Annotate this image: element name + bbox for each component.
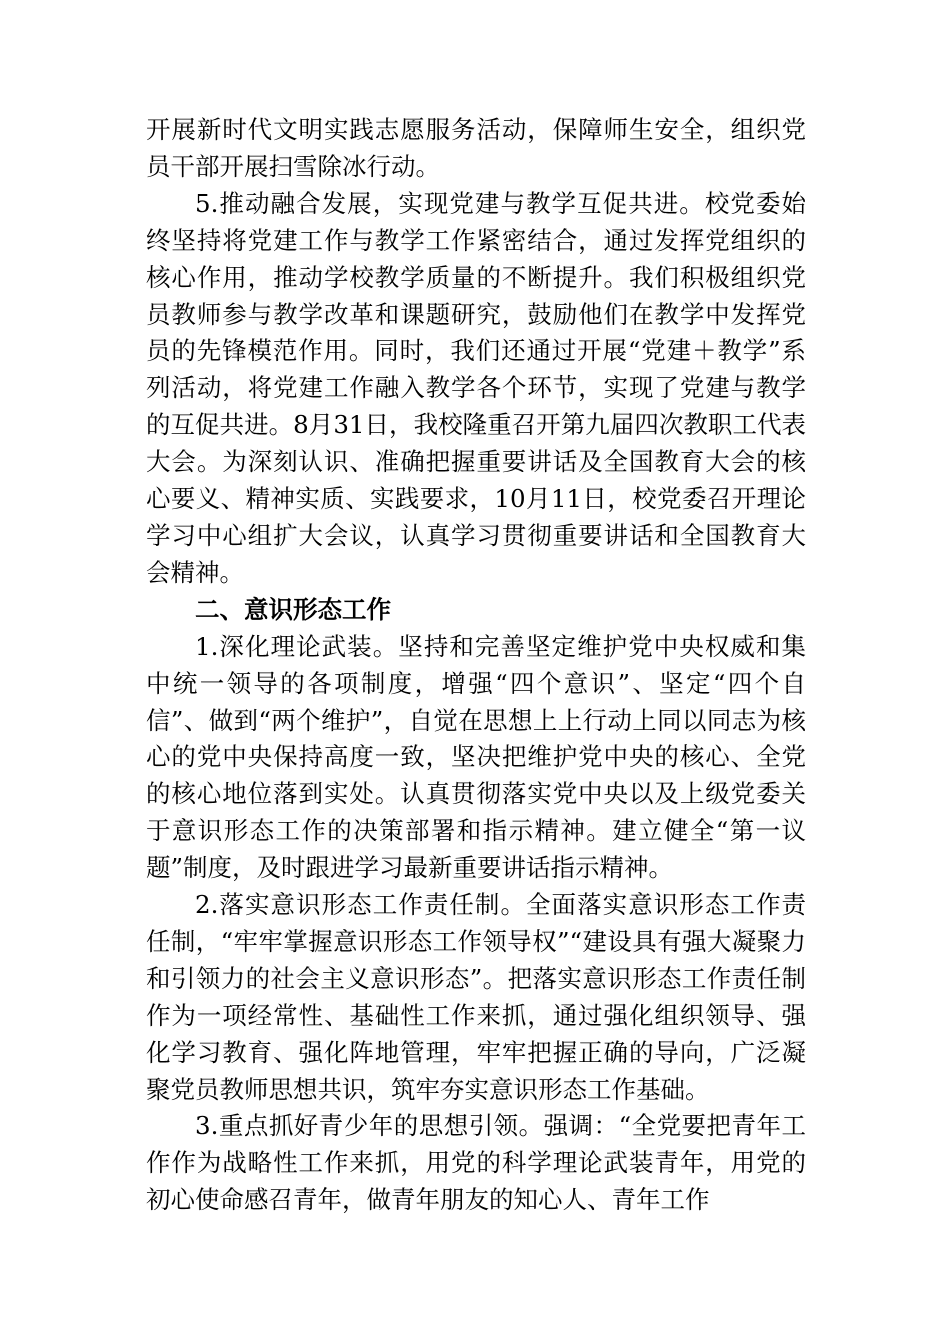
paragraph-item-1: 1.深化理论武装。坚持和完善坚定维护党中央权威和集中统一领导的各项制度，增强“四个意识”、坚定“四个自信”、做到“两个维护”，自觉在思想上上行动上同以同志为核心的党中央保持高度一致，坚决把维护党中央的核心、全党的核心地位落到实处。认真贯彻落实党中央以及上级党委关于意识形态工作的决策部署和指示精神。建立健全“第一议题”制度，及时跟进学习最新重要讲话指示精神。 bbox=[146, 631, 806, 883]
paragraph-item-3: 3.重点抓好青少年的思想引领。强调：“全党要把青年工作作为战略性工作来抓，用党的科学理论武装青年，用党的初心使命感召青年，做青年朋友的知心人、青年工作 bbox=[146, 1111, 806, 1215]
paragraph-item-2: 2.落实意识形态工作责任制。全面落实意识形态工作责任制，“牢牢掌握意识形态工作领导权”“建设具有强大凝聚力和引领力的社会主义意识形态”。把落实意识形态工作责任制作为一项经常性、基础性工作来抓，通过强化组织领导、强化学习教育、强化阵地管理，牢牢把握正确的导向，广泛凝聚党员教师思想共识，筑牢夯实意识形态工作基础。 bbox=[146, 890, 806, 1104]
section-heading: 二、意识形态工作 bbox=[195, 594, 391, 624]
document-page bbox=[146, 112, 806, 1219]
paragraph-continuation: 开展新时代文明实践志愿服务活动，保障师生安全，组织党员干部开展扫雪除冰行动。 bbox=[146, 115, 806, 181]
paragraph-item-5: 5.推动融合发展，实现党建与教学互促共进。校党委始终坚持将党建工作与教学工作紧密结合，通过发挥党组织的核心作用，推动学校教学质量的不断提升。我们积极组织党员教师参与教学改革和课题研究，鼓励他们在教学中发挥党员的先锋模范作用。同时，我们还通过开展“党建＋教学”系列活动，将党建工作融入教学各个环节，实现了党建与教学的互促共进。8月31日，我校隆重召开第九届四次教职工代表大会。为深刻认识、准确把握重要讲话及全国教育大会的核心要义、精神实质、实践要求，10月11日，校党委召开理论学习中心组扩大会议，认真学习贯彻重要讲话和全国教育大会精神。 bbox=[146, 188, 806, 587]
